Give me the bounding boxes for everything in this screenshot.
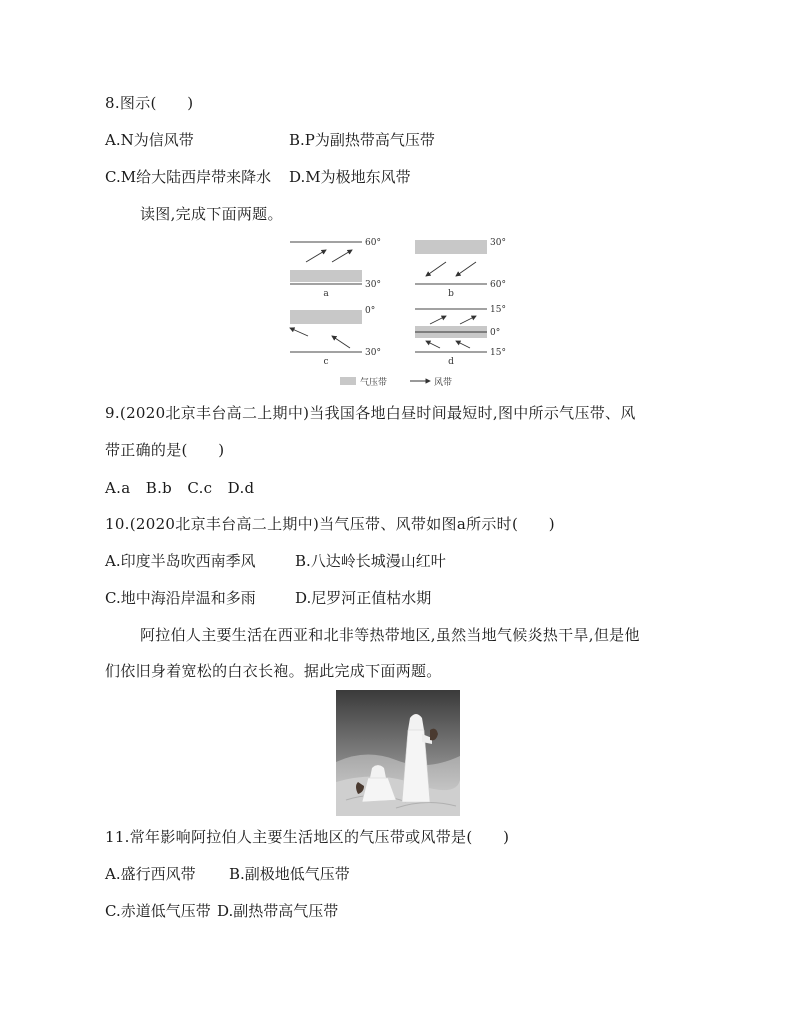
q11-option-a: A.盛行西风带 <box>105 865 196 883</box>
wind-arrow <box>290 328 308 336</box>
q8-options-row1 <box>105 130 435 150</box>
q11-option-b: B.副极地低气压带 <box>229 865 350 883</box>
q11-option-c: C.赤道低气压带 <box>105 902 211 920</box>
panel-d-middle-latitude: 0° <box>490 328 501 338</box>
q10-stem: 10.(2020北京丰台高二上期中)当气压带、风带如图a所示时( ) <box>105 515 555 533</box>
wind-arrow <box>456 341 470 348</box>
q10-option-b: B.八达岭长城漫山红叶 <box>295 552 446 570</box>
q10-options-row2 <box>105 588 431 608</box>
panel-c-bottom-latitude: 30° <box>365 348 381 358</box>
panel-d-top-latitude: 15° <box>490 305 506 315</box>
q9-options: A.a B.b C.c D.d <box>105 479 255 497</box>
diagram-legend <box>340 376 452 388</box>
q8-stem: 8.图示( ) <box>105 94 194 112</box>
q8-option-a: A.N为信风带 <box>105 131 194 149</box>
q10-options-row1 <box>105 551 446 571</box>
legend-pressure-label: 气压带 <box>360 378 388 388</box>
q8-option-c: C.M给大陆西岸带来降水 <box>105 168 272 186</box>
legend-pressure-swatch <box>340 377 356 385</box>
wind-arrow <box>426 341 440 348</box>
q8-option-d: D.M为极地东风带 <box>289 168 411 186</box>
legend-wind-label: 风带 <box>434 378 453 388</box>
q11-option-d: D.副热带高气压带 <box>217 902 339 920</box>
panel-b <box>415 238 506 299</box>
q9-stem-line1: 9.(2020北京丰台高二上期中)当我国各地白昼时间最短时,图中所示气压带、风 <box>105 404 636 422</box>
panel-b-label: b <box>448 289 454 299</box>
q11-stem: 11.常年影响阿拉伯人主要生活地区的气压带或风带是( ) <box>105 828 510 846</box>
wind-arrow <box>306 250 326 262</box>
wind-arrow <box>426 262 446 276</box>
panel-d <box>415 305 506 367</box>
q10-option-a: A.印度半岛吹西南季风 <box>105 552 256 570</box>
panel-a <box>290 238 381 299</box>
q8-options-row2 <box>105 167 411 187</box>
q10-option-d: D.尼罗河正值枯水期 <box>295 589 432 607</box>
wind-arrow <box>332 336 350 348</box>
wind-arrow <box>460 316 476 324</box>
intro-read-diagram: 读图,完成下面两题。 <box>140 205 283 223</box>
wind-arrow <box>430 316 446 324</box>
pressure-belt <box>415 240 487 254</box>
q11-options-row1 <box>105 864 350 884</box>
panel-a-bottom-latitude: 30° <box>365 280 381 290</box>
intro-arab-line2: 们依旧身着宽松的白衣长袍。据此完成下面两题。 <box>105 662 442 680</box>
q8-option-b: B.P为副热带高气压带 <box>289 131 435 149</box>
pressure-wind-belt-diagram <box>270 232 520 392</box>
panel-b-bottom-latitude: 60° <box>490 280 506 290</box>
intro-arab-line1: 阿拉伯人主要生活在西亚和北非等热带地区,虽然当地气候炎热干旱,但是他 <box>140 626 640 644</box>
panel-d-bottom-latitude: 15° <box>490 348 506 358</box>
panel-a-label: a <box>323 289 329 299</box>
panel-c <box>290 306 381 367</box>
panel-d-label: d <box>448 357 454 367</box>
wind-arrow <box>332 250 352 262</box>
panel-c-label: c <box>323 357 329 367</box>
wind-arrow <box>456 262 476 276</box>
q11-options-row2 <box>105 901 338 921</box>
panel-c-top-latitude: 0° <box>365 306 376 316</box>
panel-a-top-latitude: 60° <box>365 238 381 248</box>
desert-arab-photo <box>336 690 460 816</box>
pressure-belt <box>290 270 362 282</box>
q10-option-c: C.地中海沿岸温和多雨 <box>105 589 256 607</box>
panel-b-top-latitude: 30° <box>490 238 506 248</box>
q9-stem-line2: 带正确的是( ) <box>105 441 225 459</box>
pressure-belt <box>290 310 362 324</box>
